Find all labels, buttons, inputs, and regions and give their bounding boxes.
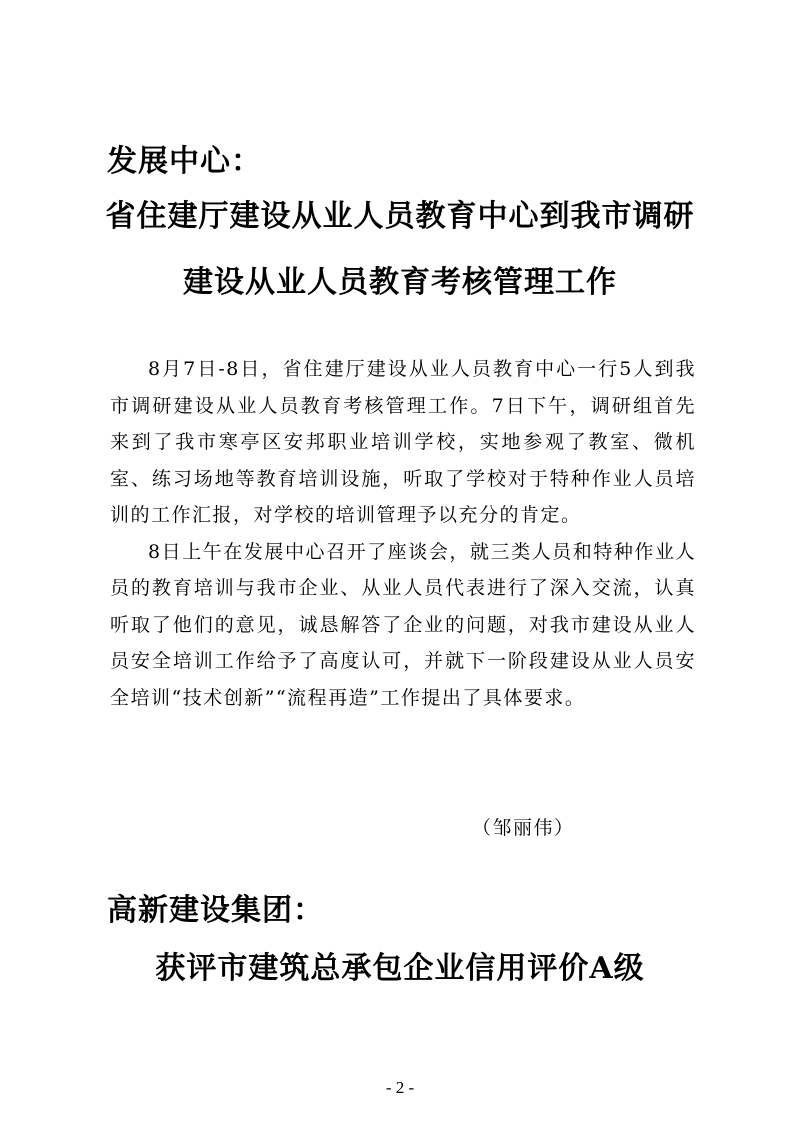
article-title-line-1: 获评市建筑总承包企业信用评价A级 — [155, 951, 645, 986]
page-number: - 2 - — [385, 1078, 415, 1097]
article-body — [110, 351, 696, 716]
section-heading-development-center: 发展中心： — [107, 144, 262, 179]
article-title-line-2: 建设从业人员教育考核管理工作 — [183, 265, 617, 300]
section-heading-hi-tech-construction-group: 高新建设集团： — [107, 893, 324, 928]
article-title-line-1: 省住建厅建设从业人员教育中心到我市调研 — [105, 199, 695, 234]
article-title-credit-rating — [0, 936, 800, 1002]
article-title-research — [0, 184, 800, 316]
author-credit: （邹丽伟） — [472, 817, 575, 839]
paragraph-1: 8月7日-8日，省住建厅建设从业人员教育中心一行5人到我市调研建设从业人员教育考核管理工作。7日下午，调研组首先来到了我市寒亭区安邦职业培训学校，实地参观了教室、微机室、练习场地等教育培训设施，听取了学校对于特种作业人员培训的工作汇报，对学校的培训管理予以充分的肯定。 — [110, 358, 696, 526]
paragraph-2: 8日上午在发展中心召开了座谈会，就三类人员和特种作业人员的教育培训与我市企业、从业人员代表进行了深入交流，认真听取了他们的意见，诚恳解答了企业的问题，对我市建设从业人员安全培训工作给予了高度认可，并就下一阶段建设从业人员安全培训“技术创新”“流程再造”工作提出了具体要求。 — [110, 540, 696, 709]
